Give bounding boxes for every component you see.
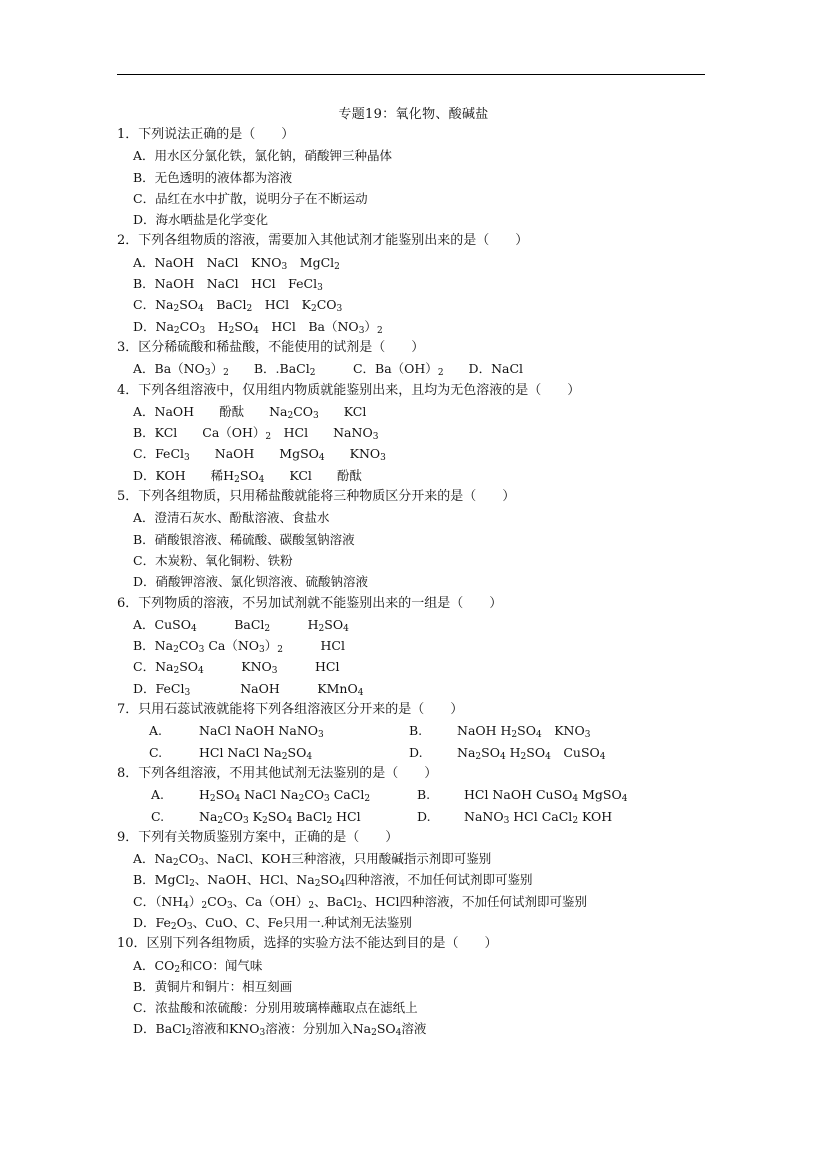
question-stem: 9．下列有关物质鉴别方案中，正确的是（ ）: [117, 829, 399, 845]
option-line: B．KCl $Ca(OH)_2$ HCl NaNO$_3$: [133, 425, 379, 443]
question-stem: 3．区分稀硫酸和稀盐酸，不能使用的试剂是（ ）: [117, 339, 425, 355]
option-row: [117, 720, 717, 741]
option-line: C．木炭粉、氧化铜粉、铁粉: [133, 552, 293, 568]
option-line: B．NaOH NaCl HCl FeCl$_3$: [133, 276, 323, 294]
option-line: A．NaOH 酚酞 $Na_2CO_3$ KCl: [133, 403, 367, 421]
option-cell: HCl NaCl $Na_2SO_4$: [199, 744, 313, 762]
option-row: [117, 806, 717, 827]
question-stem: 1．下列说法正确的是（ ）: [117, 127, 295, 142]
option-line: B．$Na_2CO_3$ $Ca(NO_3)_2$ HCl: [133, 638, 345, 656]
option-line: C．浓盐酸和浓硫酸：分别用玻璃棒蘸取点在滤纸上: [133, 1000, 418, 1016]
option-cell: A.: [149, 723, 163, 739]
option-line: A．CuSO$_4$ BaCl$_2$ $H_2SO_4$: [133, 616, 349, 634]
option-cell: C.: [151, 808, 165, 824]
option-line: A．澄清石灰水、酚酞溶液、食盐水: [133, 510, 330, 526]
option-line: A．$Na_2CO_3$、NaCl、KOH三种溶液，只用酸碱指示剂即可鉴别: [133, 851, 492, 869]
question-stem: 7．只用石蕊试液就能将下列各组溶液区分开来的是（ ）: [117, 702, 464, 718]
option-line: D．硝酸钾溶液、氯化钡溶液、硫酸钠溶液: [133, 574, 369, 590]
option-row: [117, 784, 717, 805]
option-cell: HCl NaOH CuSO$_4$ MgSO$_4$: [464, 787, 628, 805]
option-line: A．NaOH NaCl $KNO_3$ MgCl$_2$: [133, 254, 340, 272]
option-cell: A.: [151, 787, 165, 803]
question-stem: 4．下列各组溶液中，仅用组内物质就能鉴别出来，且均为无色溶液的是（ ）: [117, 382, 581, 398]
option-line: A．$Ba(NO_3)_2$ B．.BaCl$_2$ C．$Ba(OH)_2$ D．NaCl: [133, 361, 524, 379]
option-line: C．$(NH_4)_2CO_3$、$Ca(OH)_2$、BaCl$_2$、HCl四种溶液，不加任何试剂即可鉴别: [133, 893, 587, 911]
option-line: D．KOH 稀$H_2SO_4$ KCl 酚酞: [133, 467, 362, 485]
option-line: A．用水区分氯化铁，氯化钠，硝酸钾三种晶体: [133, 148, 393, 164]
option-cell: D.: [417, 808, 431, 824]
option-line: C．品红在水中扩散，说明分子在不断运动: [133, 190, 368, 206]
option-cell: B.: [417, 787, 431, 803]
option-cell: NaCl NaOH NaNO$_3$: [199, 723, 324, 741]
option-line: D．$Fe_2O_3$、CuO、C、Fe只用一.种试剂无法鉴别: [133, 914, 412, 932]
question-stem: 6．下列物质的溶液，不另加试剂就不能鉴别出来的一组是（ ）: [117, 595, 503, 611]
option-line: C．$Na_2SO_4$ BaCl$_2$ HCl $K_2CO_3$: [133, 297, 343, 315]
option-line: B．黄铜片和铜片：相互刻画: [133, 978, 293, 994]
option-line: A．$CO_2$和CO：闻气味: [133, 957, 263, 975]
option-line: C．$Na_2SO_4$ $KNO_3$ HCl: [133, 659, 340, 677]
option-line: D．FeCl$_3$ NaOH KMnO$_4$: [133, 680, 364, 698]
option-cell: NaOH $H_2SO_4$ $KNO_3$: [457, 723, 591, 741]
option-line: D．海水晒盐是化学变化: [133, 212, 269, 228]
page-title: 专题19：氧化物、酸碱盐: [338, 107, 489, 122]
question-stem: 5．下列各组物质，只用稀盐酸就能将三种物质区分开来的是（ ）: [117, 489, 516, 505]
option-cell: D.: [409, 744, 423, 760]
question-stem: 8．下列各组溶液，不用其他试剂无法鉴别的是（ ）: [117, 765, 438, 781]
option-row: [117, 742, 717, 763]
option-line: D．$Na_2CO_3$ $H_2SO_4$ HCl $Ba(NO_3)_2$: [133, 318, 383, 336]
option-cell: $Na_2SO_4$ $H_2SO_4$ CuSO$_4$: [457, 744, 606, 762]
option-cell: NaNO$_3$ HCl CaCl$_2$ KOH: [464, 808, 613, 826]
option-cell: C.: [149, 744, 163, 760]
question-stem: 10．区别下列各组物质，选择的实验方法不能达到目的是（ ）: [117, 936, 498, 952]
question-stem: 2．下列各组物质的溶液，需要加入其他试剂才能鉴别出来的是（ ）: [117, 233, 529, 249]
question-list: [117, 124, 717, 1040]
option-line: B．硝酸银溶液、稀硫酸、碳酸氢钠溶液: [133, 531, 355, 547]
option-cell: B.: [409, 723, 423, 739]
option-cell: $Na_2CO_3$ $K_2SO_4$ BaCl$_2$ HCl: [199, 808, 361, 826]
option-cell: $H_2SO_4$ NaCl $Na_2CO_3$ CaCl$_2$: [199, 787, 371, 805]
option-line: B．无色透明的液体都为溶液: [133, 169, 293, 185]
option-line: C．FeCl$_3$ NaOH MgSO$_4$ $KNO_3$: [133, 446, 386, 464]
header-rule: [117, 74, 705, 75]
option-line: D．BaCl$_2$溶液和$KNO_3$溶液：分别加入$Na_2SO_4$溶液: [133, 1021, 427, 1039]
option-line: B．MgCl$_2$、NaOH、HCl、$Na_2SO_4$四种溶液，不加任何试剂即可鉴别: [133, 872, 533, 890]
